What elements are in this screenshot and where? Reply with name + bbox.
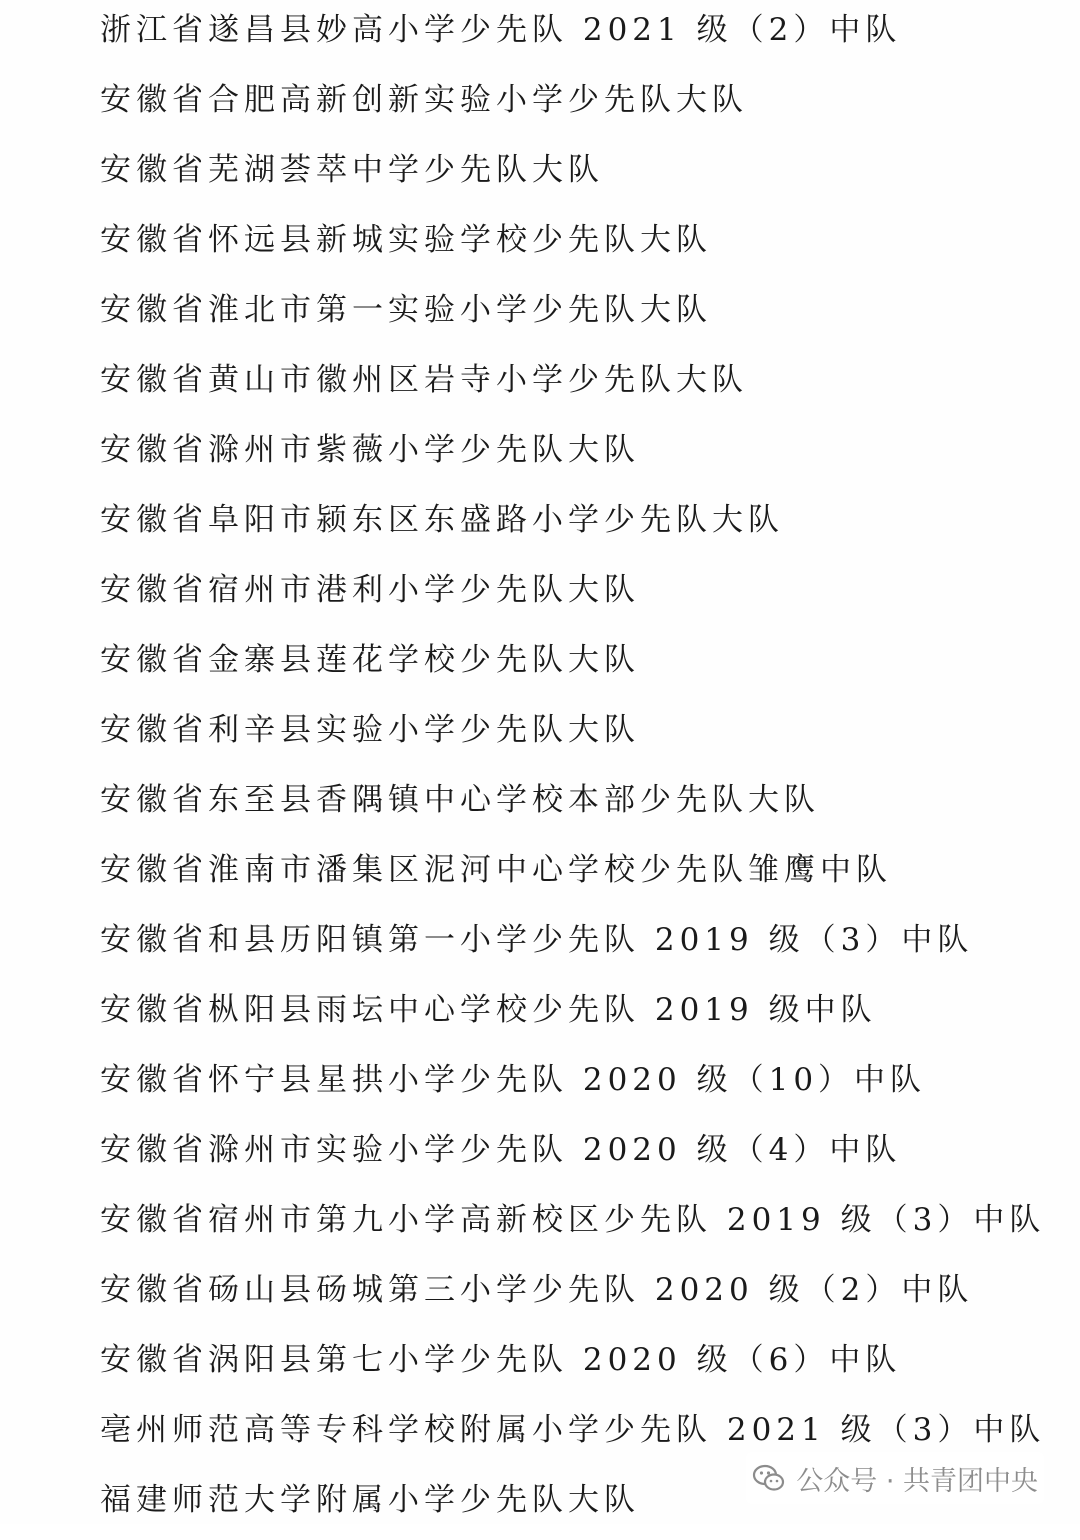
list-item: 安徽省宿州市港利小学少先队大队	[100, 572, 640, 608]
watermark-text: 公众号 · 共青团中央	[796, 1465, 1038, 1497]
list-item: 安徽省阜阳市颍东区东盛路小学少先队大队	[100, 502, 784, 538]
list-item: 安徽省淮南市潘集区泥河中心学校少先队雏鹰中队	[100, 852, 892, 888]
list-item: 安徽省金寨县莲花学校少先队大队	[100, 642, 640, 678]
list-item: 安徽省枞阳县雨坛中心学校少先队 2019 级中队	[100, 992, 877, 1028]
list-item: 安徽省砀山县砀城第三小学少先队 2020 级（2）中队	[100, 1272, 974, 1308]
list-item: 安徽省涡阳县第七小学少先队 2020 级（6）中队	[100, 1342, 902, 1378]
list-item: 安徽省宿州市第九小学高新校区少先队 2019 级（3）中队	[100, 1202, 1046, 1238]
list-item: 安徽省芜湖荟萃中学少先队大队	[100, 152, 604, 188]
list-item: 福建师范大学附属小学少先队大队	[100, 1482, 640, 1518]
list-item: 安徽省怀远县新城实验学校少先队大队	[100, 222, 712, 258]
list-item: 安徽省滁州市实验小学少先队 2020 级（4）中队	[100, 1132, 902, 1168]
list-item: 安徽省东至县香隅镇中心学校本部少先队大队	[100, 782, 820, 818]
wechat-watermark	[746, 1452, 1044, 1504]
list-item: 安徽省怀宁县星拱小学少先队 2020 级（10）中队	[100, 1062, 927, 1098]
list-item: 亳州师范高等专科学校附属小学少先队 2021 级（3）中队	[100, 1412, 1046, 1448]
list-item: 安徽省淮北市第一实验小学少先队大队	[100, 292, 712, 328]
list-item: 安徽省黄山市徽州区岩寺小学少先队大队	[100, 362, 748, 398]
list-item: 安徽省合肥高新创新实验小学少先队大队	[100, 82, 748, 118]
list-item: 安徽省和县历阳镇第一小学少先队 2019 级（3）中队	[100, 922, 974, 958]
list-item: 安徽省滁州市紫薇小学少先队大队	[100, 432, 640, 468]
list-item: 浙江省遂昌县妙高小学少先队 2021 级（2）中队	[100, 12, 902, 48]
wechat-icon	[752, 1461, 786, 1495]
list-item: 安徽省利辛县实验小学少先队大队	[100, 712, 640, 748]
honor-list	[100, 0, 1060, 1540]
